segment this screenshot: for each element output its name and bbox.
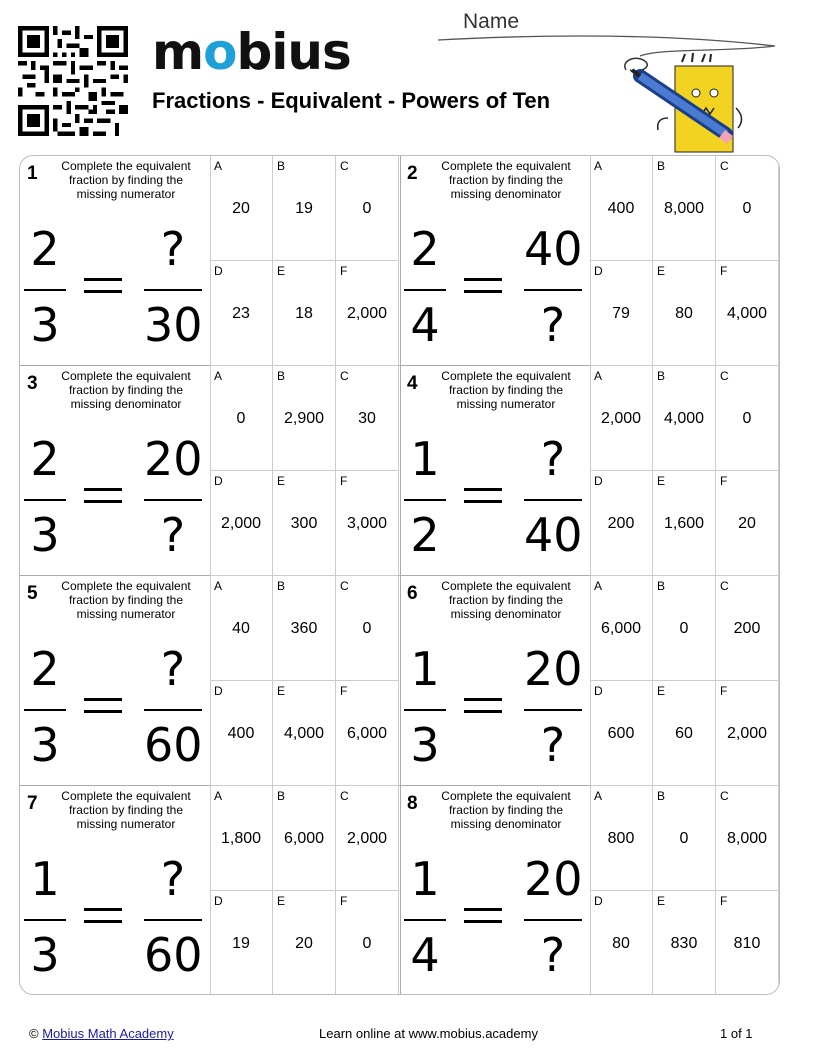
- option-value: 4,000: [663, 410, 705, 427]
- fraction-denominator: 40: [524, 508, 583, 562]
- option-letter: E: [277, 264, 286, 278]
- fraction-numerator: 20: [524, 852, 583, 906]
- option-value: 3,000: [346, 515, 388, 532]
- question-number: 7: [27, 793, 38, 814]
- answer-option-a[interactable]: [590, 366, 653, 471]
- option-letter: A: [594, 369, 603, 383]
- answer-option-f[interactable]: [716, 471, 779, 576]
- option-letter: F: [340, 474, 348, 488]
- answer-option-d[interactable]: [590, 681, 653, 786]
- copyright: [29, 1026, 174, 1041]
- option-value: 800: [607, 830, 635, 847]
- option-letter: B: [657, 789, 666, 803]
- option-value: 400: [227, 725, 255, 742]
- problem-cell: [400, 576, 780, 786]
- answer-option-d[interactable]: [210, 471, 273, 576]
- option-letter: A: [594, 789, 603, 803]
- answer-option-e[interactable]: [653, 471, 716, 576]
- option-value: 200: [733, 620, 761, 637]
- answer-option-f[interactable]: [336, 471, 399, 576]
- fraction-numerator: 1: [30, 852, 60, 906]
- fraction-numerator: 20: [144, 432, 203, 486]
- option-value: 600: [607, 725, 635, 742]
- instruction-text: Complete the equivalent fraction by finding the missing denominator: [441, 579, 571, 621]
- option-value: 18: [295, 305, 313, 322]
- fraction-bar: [24, 499, 66, 501]
- equals-sign: [464, 698, 502, 722]
- problem-statement: [400, 366, 591, 576]
- page-number: 1 of 1: [720, 1026, 753, 1041]
- option-letter: E: [657, 684, 666, 698]
- fraction-denominator: 3: [410, 718, 440, 772]
- name-label: Name: [463, 10, 520, 33]
- instruction-text: Complete the equivalent fraction by finding the missing denominator: [61, 369, 191, 411]
- fraction-numerator: 1: [410, 642, 440, 696]
- option-letter: D: [214, 474, 223, 488]
- answer-option-b[interactable]: [653, 366, 716, 471]
- option-value: 200: [607, 515, 635, 532]
- option-letter: B: [277, 369, 286, 383]
- answer-option-c[interactable]: [716, 786, 779, 891]
- problem-cell: [20, 156, 400, 366]
- answer-option-e[interactable]: [653, 891, 716, 995]
- given-fraction: [24, 639, 66, 775]
- target-fraction: [524, 849, 582, 985]
- question-number: 4: [407, 373, 418, 394]
- option-value: 0: [742, 200, 752, 217]
- worksheet-title: Fractions - Equivalent - Powers of Ten: [152, 88, 551, 113]
- fraction-bar: [404, 289, 446, 291]
- option-letter: C: [720, 159, 729, 173]
- fraction-denominator: 4: [410, 928, 440, 982]
- fraction-bar: [524, 709, 582, 711]
- answer-option-c[interactable]: [336, 156, 399, 261]
- instruction-text: Complete the equivalent fraction by finding the missing numerator: [61, 159, 191, 201]
- option-value: 6,000: [283, 830, 325, 847]
- answer-option-d[interactable]: [590, 891, 653, 995]
- option-value: 6,000: [600, 620, 642, 637]
- answer-option-e[interactable]: [273, 261, 336, 366]
- option-letter: B: [277, 579, 286, 593]
- target-fraction: [144, 849, 202, 985]
- option-value: 40: [232, 620, 250, 637]
- problem-statement: [400, 576, 591, 786]
- problem-statement: [20, 786, 211, 995]
- option-value: 19: [232, 935, 250, 952]
- option-value: 2,900: [283, 410, 325, 427]
- qr-code: [18, 26, 128, 136]
- option-letter: B: [277, 789, 286, 803]
- fraction-bar: [144, 499, 202, 501]
- equals-sign: [84, 488, 122, 512]
- option-letter: D: [594, 474, 603, 488]
- option-letter: D: [214, 264, 223, 278]
- option-letter: E: [657, 264, 666, 278]
- fraction-numerator: 2: [410, 222, 440, 276]
- equals-sign: [464, 908, 502, 932]
- problem-statement: [20, 156, 211, 366]
- problem-cell: [20, 786, 400, 995]
- option-letter: F: [720, 264, 728, 278]
- answer-option-a[interactable]: [210, 366, 273, 471]
- option-letter: B: [277, 159, 286, 173]
- answer-option-c[interactable]: [716, 576, 779, 681]
- option-value: 0: [362, 620, 372, 637]
- option-letter: E: [657, 894, 666, 908]
- fraction-numerator: ?: [540, 432, 566, 486]
- option-letter: A: [214, 159, 223, 173]
- fraction-numerator: ?: [160, 642, 186, 696]
- option-value: 400: [607, 200, 635, 217]
- option-letter: D: [594, 894, 603, 908]
- answer-option-b[interactable]: [273, 366, 336, 471]
- option-letter: E: [277, 684, 286, 698]
- answer-option-e[interactable]: [273, 681, 336, 786]
- option-letter: F: [340, 684, 348, 698]
- answer-option-e[interactable]: [273, 891, 336, 995]
- option-letter: B: [657, 369, 666, 383]
- answer-option-f[interactable]: [336, 891, 399, 995]
- question-number: 2: [407, 163, 418, 184]
- fraction-numerator: 2: [30, 432, 60, 486]
- answer-option-f[interactable]: [336, 681, 399, 786]
- answer-option-c[interactable]: [336, 786, 399, 891]
- equals-sign: [464, 488, 502, 512]
- option-value: 2,000: [220, 515, 262, 532]
- option-value: 80: [612, 935, 630, 952]
- fraction-denominator: 4: [410, 298, 440, 352]
- fraction-bar: [144, 709, 202, 711]
- instruction-text: Complete the equivalent fraction by finding the missing numerator: [441, 369, 571, 411]
- problem-grid: [19, 155, 780, 995]
- option-letter: C: [720, 579, 729, 593]
- option-value: 300: [290, 515, 318, 532]
- target-fraction: [524, 429, 582, 565]
- fraction-denominator: ?: [540, 718, 566, 772]
- answer-option-b[interactable]: [653, 156, 716, 261]
- option-value: 0: [679, 830, 689, 847]
- fraction-bar: [24, 289, 66, 291]
- given-fraction: [404, 219, 446, 355]
- problem-statement: [400, 786, 591, 995]
- option-value: 19: [295, 200, 313, 217]
- fraction-denominator: 3: [30, 718, 60, 772]
- problem-cell: [20, 576, 400, 786]
- answer-option-a[interactable]: [590, 576, 653, 681]
- question-number: 5: [27, 583, 38, 604]
- equals-sign: [84, 698, 122, 722]
- answer-option-d[interactable]: [590, 261, 653, 366]
- answer-option-b[interactable]: [653, 576, 716, 681]
- fraction-bar: [404, 709, 446, 711]
- problem-cell: [20, 366, 400, 576]
- target-fraction: [524, 639, 582, 775]
- option-letter: D: [214, 684, 223, 698]
- fraction-bar: [24, 919, 66, 921]
- option-value: 8,000: [663, 200, 705, 217]
- option-letter: A: [594, 579, 603, 593]
- target-fraction: [144, 219, 202, 355]
- fraction-numerator: 20: [524, 642, 583, 696]
- option-value: 0: [236, 410, 246, 427]
- fraction-denominator: 3: [30, 508, 60, 562]
- option-value: 360: [290, 620, 318, 637]
- answer-option-f[interactable]: [716, 261, 779, 366]
- target-fraction: [524, 219, 582, 355]
- option-letter: F: [340, 894, 348, 908]
- answer-option-a[interactable]: [590, 156, 653, 261]
- fraction-denominator: ?: [540, 298, 566, 352]
- option-value: 8,000: [726, 830, 768, 847]
- given-fraction: [404, 849, 446, 985]
- option-value: 1,800: [220, 830, 262, 847]
- option-letter: E: [277, 474, 286, 488]
- option-value: 79: [612, 305, 630, 322]
- option-value: 830: [670, 935, 698, 952]
- option-value: 2,000: [346, 305, 388, 322]
- option-value: 2,000: [726, 725, 768, 742]
- answer-option-a[interactable]: [210, 156, 273, 261]
- question-number: 8: [407, 793, 418, 814]
- answer-option-b[interactable]: [273, 576, 336, 681]
- option-letter: B: [657, 159, 666, 173]
- mobius-logo: mobius: [152, 23, 351, 81]
- problem-statement: [20, 576, 211, 786]
- answer-option-b[interactable]: [653, 786, 716, 891]
- option-value: 4,000: [283, 725, 325, 742]
- answer-option-c[interactable]: [716, 156, 779, 261]
- fraction-bar: [524, 919, 582, 921]
- option-letter: F: [340, 264, 348, 278]
- fraction-bar: [144, 289, 202, 291]
- question-number: 1: [27, 163, 38, 184]
- footer-learn-online: Learn online at www.mobius.academy: [319, 1026, 538, 1041]
- option-value: 30: [358, 410, 376, 427]
- fraction-numerator: 40: [524, 222, 583, 276]
- option-letter: E: [657, 474, 666, 488]
- problem-statement: [400, 156, 591, 366]
- answer-option-b[interactable]: [273, 786, 336, 891]
- target-fraction: [144, 639, 202, 775]
- fraction-numerator: 1: [410, 432, 440, 486]
- option-value: 80: [675, 305, 693, 322]
- equals-sign: [84, 908, 122, 932]
- equals-sign: [84, 278, 122, 302]
- option-letter: C: [340, 789, 349, 803]
- option-letter: A: [214, 789, 223, 803]
- option-value: 20: [232, 200, 250, 217]
- option-value: 60: [675, 725, 693, 742]
- instruction-text: Complete the equivalent fraction by finding the missing denominator: [441, 159, 571, 201]
- fraction-denominator: 30: [144, 298, 203, 352]
- option-letter: C: [720, 789, 729, 803]
- fraction-bar: [24, 709, 66, 711]
- option-value: 6,000: [346, 725, 388, 742]
- option-letter: D: [214, 894, 223, 908]
- option-letter: B: [657, 579, 666, 593]
- option-letter: A: [594, 159, 603, 173]
- given-fraction: [24, 429, 66, 565]
- option-value: 20: [738, 515, 756, 532]
- fraction-denominator: ?: [160, 508, 186, 562]
- question-number: 6: [407, 583, 418, 604]
- given-fraction: [24, 219, 66, 355]
- given-fraction: [24, 849, 66, 985]
- fraction-bar: [524, 289, 582, 291]
- mobius-academy-link[interactable]: Mobius Math Academy: [42, 1026, 174, 1041]
- fraction-bar: [524, 499, 582, 501]
- answer-option-c[interactable]: [336, 366, 399, 471]
- answer-option-f[interactable]: [716, 891, 779, 995]
- option-letter: F: [720, 894, 728, 908]
- option-value: 2,000: [600, 410, 642, 427]
- fraction-denominator: 60: [144, 718, 203, 772]
- option-value: 20: [295, 935, 313, 952]
- option-letter: D: [594, 264, 603, 278]
- option-letter: A: [214, 579, 223, 593]
- fraction-denominator: ?: [540, 928, 566, 982]
- answer-option-e[interactable]: [653, 681, 716, 786]
- problem-statement: [20, 366, 211, 576]
- answer-option-e[interactable]: [273, 471, 336, 576]
- copyright-symbol: ©: [29, 1026, 39, 1041]
- fraction-bar: [404, 499, 446, 501]
- answer-option-d[interactable]: [590, 471, 653, 576]
- problem-cell: [400, 786, 780, 995]
- answer-option-f[interactable]: [716, 681, 779, 786]
- fraction-denominator: 3: [30, 298, 60, 352]
- instruction-text: Complete the equivalent fraction by finding the missing denominator: [441, 789, 571, 831]
- option-letter: A: [214, 369, 223, 383]
- option-value: 23: [232, 305, 250, 322]
- answer-option-e[interactable]: [653, 261, 716, 366]
- answer-option-f[interactable]: [336, 261, 399, 366]
- option-value: 0: [679, 620, 689, 637]
- answer-option-a[interactable]: [210, 576, 273, 681]
- option-letter: D: [594, 684, 603, 698]
- fraction-bar: [144, 919, 202, 921]
- fraction-numerator: 2: [30, 222, 60, 276]
- option-value: 4,000: [726, 305, 768, 322]
- option-value: 1,600: [663, 515, 705, 532]
- option-letter: C: [340, 579, 349, 593]
- fraction-denominator: 60: [144, 928, 203, 982]
- given-fraction: [404, 639, 446, 775]
- option-letter: E: [277, 894, 286, 908]
- given-fraction: [404, 429, 446, 565]
- question-number: 3: [27, 373, 38, 394]
- fraction-numerator: 1: [410, 852, 440, 906]
- option-letter: C: [340, 369, 349, 383]
- mascot-illustration: [618, 48, 753, 158]
- fraction-denominator: 2: [410, 508, 440, 562]
- answer-option-c[interactable]: [336, 576, 399, 681]
- fraction-denominator: 3: [30, 928, 60, 982]
- option-value: 2,000: [346, 830, 388, 847]
- option-letter: F: [720, 684, 728, 698]
- option-letter: C: [340, 159, 349, 173]
- fraction-numerator: ?: [160, 222, 186, 276]
- answer-option-a[interactable]: [210, 786, 273, 891]
- answer-option-d[interactable]: [210, 261, 273, 366]
- problem-cell: [400, 366, 780, 576]
- answer-option-c[interactable]: [716, 366, 779, 471]
- answer-option-d[interactable]: [210, 681, 273, 786]
- option-letter: C: [720, 369, 729, 383]
- fraction-bar: [404, 919, 446, 921]
- option-letter: F: [720, 474, 728, 488]
- target-fraction: [144, 429, 202, 565]
- instruction-text: Complete the equivalent fraction by finding the missing numerator: [61, 789, 191, 831]
- fraction-numerator: ?: [160, 852, 186, 906]
- equals-sign: [464, 278, 502, 302]
- option-value: 0: [362, 935, 372, 952]
- option-value: 0: [742, 410, 752, 427]
- instruction-text: Complete the equivalent fraction by finding the missing numerator: [61, 579, 191, 621]
- fraction-numerator: 2: [30, 642, 60, 696]
- option-value: 810: [733, 935, 761, 952]
- answer-option-b[interactable]: [273, 156, 336, 261]
- answer-option-d[interactable]: [210, 891, 273, 995]
- problem-cell: [400, 156, 780, 366]
- option-value: 0: [362, 200, 372, 217]
- answer-option-a[interactable]: [590, 786, 653, 891]
